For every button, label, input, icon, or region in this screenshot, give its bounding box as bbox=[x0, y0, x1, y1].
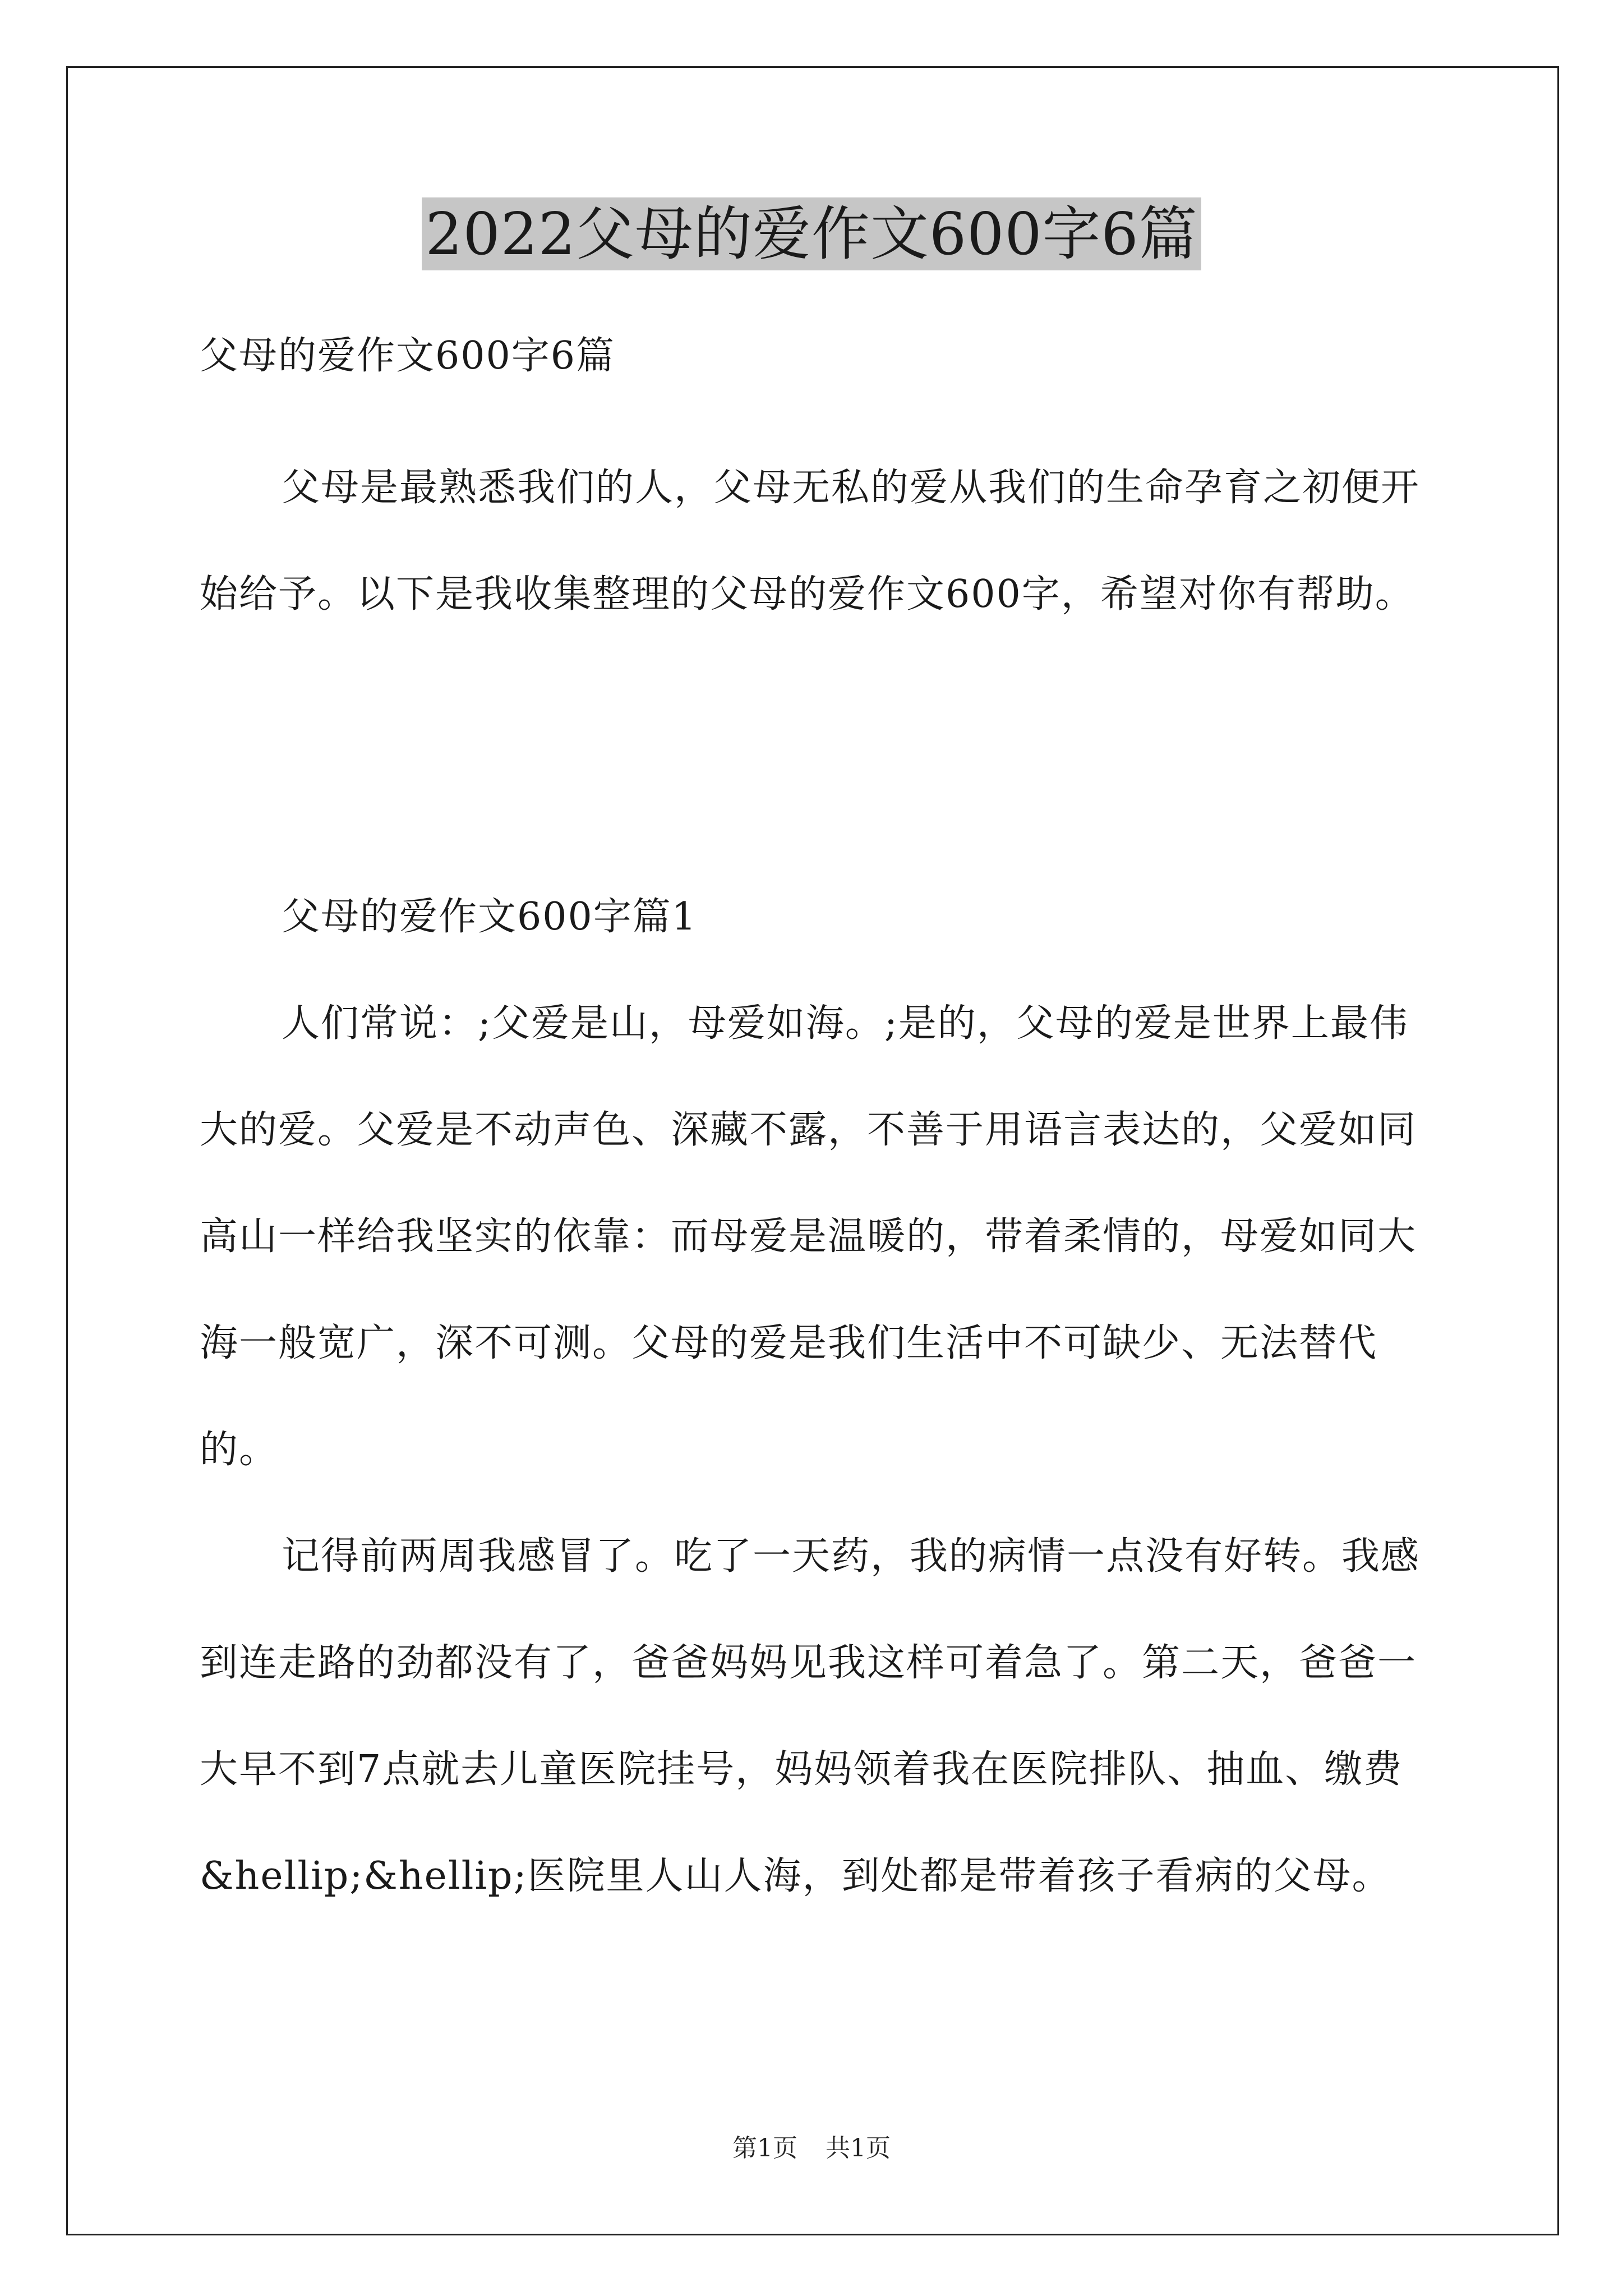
page-footer bbox=[0, 2132, 1623, 2165]
document-subtitle bbox=[200, 303, 1433, 409]
page-total: 共1页 bbox=[826, 2134, 891, 2162]
body-paragraph-1 bbox=[200, 970, 1433, 1503]
title-container bbox=[0, 197, 1623, 270]
paragraph-text: 人们常说：;父爱是山，母爱如海。;是的，父母的爱是世界上最伟大的爱。父爱是不动声色、深藏不露，不善于用语言表达的，父爱如同高山一样给我坚实的依靠：而母爱是温暖的，带着柔情的，母爱如同大海一般宽广，深不可测。父母的爱是我们生活中不可缺少、无法替代的。 bbox=[200, 1001, 1417, 1472]
body-paragraph-2 bbox=[200, 1503, 1433, 1930]
section-heading-text: 父母的爱作文600字篇1 bbox=[282, 895, 698, 939]
intro-paragraph bbox=[200, 435, 1433, 648]
section-heading bbox=[200, 864, 1433, 970]
subtitle-text: 父母的爱作文600字6篇 bbox=[200, 334, 616, 378]
paragraph-text: 记得前两周我感冒了。吃了一天药，我的病情一点没有好转。我感到连走路的劲都没有了，爸爸妈妈见我这样可着急了。第二天，爸爸一大早不到7点就去儿童医院挂号，妈妈领着我在医院排队、抽血、缴费&hellip;&hellip;医院里人山人海，到处都是带着孩子看病的父母。 bbox=[200, 1534, 1421, 1898]
page-number: 第1页 bbox=[732, 2134, 797, 2162]
document-title: 2022父母的爱作文600字6篇 bbox=[422, 197, 1201, 270]
intro-text: 父母是最熟悉我们的人，父母无私的爱从我们的生命孕育之初便开始给予。以下是我收集整理的父母的爱作文600字，希望对你有帮助。 bbox=[200, 466, 1421, 616]
